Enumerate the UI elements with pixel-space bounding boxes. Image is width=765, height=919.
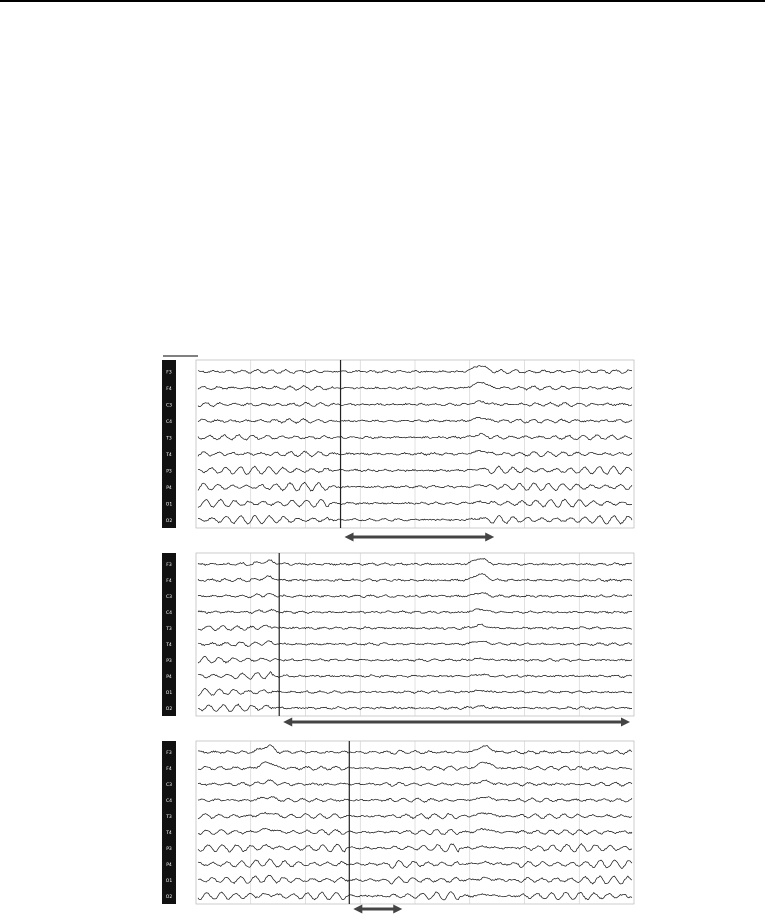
interval-arrow-left-head	[283, 718, 292, 727]
channel-label-c3: C3	[165, 783, 173, 789]
channel-label-p3: P3	[166, 847, 172, 853]
channel-label-t3: T3	[166, 627, 172, 633]
interval-arrow-right-head	[485, 533, 494, 542]
channel-label-f4: F4	[166, 387, 172, 392]
channel-label-p3: P3	[166, 469, 172, 475]
channel-label-o1: O1	[165, 502, 173, 508]
channel-label-t4: T4	[166, 643, 172, 649]
channel-label-p4: P4	[166, 675, 172, 681]
interval-arrow-right-head	[393, 905, 402, 914]
channel-label-p4: P4	[166, 863, 172, 869]
channel-label-c4: C4	[165, 611, 173, 617]
channel-label-p3: P3	[166, 659, 172, 665]
channel-label-f4: F4	[166, 579, 172, 585]
channel-label-f3: F3	[166, 370, 172, 376]
channel-label-o1: O1	[165, 879, 173, 885]
channel-label-o2: O2	[165, 518, 173, 524]
channel-label-t3: T3	[166, 815, 172, 821]
channel-label-f3: F3	[166, 751, 172, 757]
channel-label-t4: T4	[166, 831, 172, 837]
channel-label-o1: O1	[165, 691, 173, 697]
channel-label-f4: F4	[166, 767, 172, 773]
interval-arrow-left-head	[345, 533, 354, 542]
channel-label-o2: O2	[165, 707, 173, 713]
channel-label-c4: C4	[165, 799, 173, 805]
channel-label-c3: C3	[165, 595, 173, 601]
channel-label-t3: T3	[166, 436, 172, 442]
channel-label-o2: O2	[165, 895, 173, 901]
channel-label-c3: C3	[165, 403, 173, 409]
channel-label-t4: T4	[166, 452, 172, 458]
channel-label-c4: C4	[165, 419, 173, 425]
channel-label-f3: F3	[166, 563, 172, 569]
channel-label-p4: P4	[166, 485, 172, 491]
interval-arrow-left-head	[353, 905, 362, 914]
interval-arrow-right-head	[621, 718, 630, 727]
